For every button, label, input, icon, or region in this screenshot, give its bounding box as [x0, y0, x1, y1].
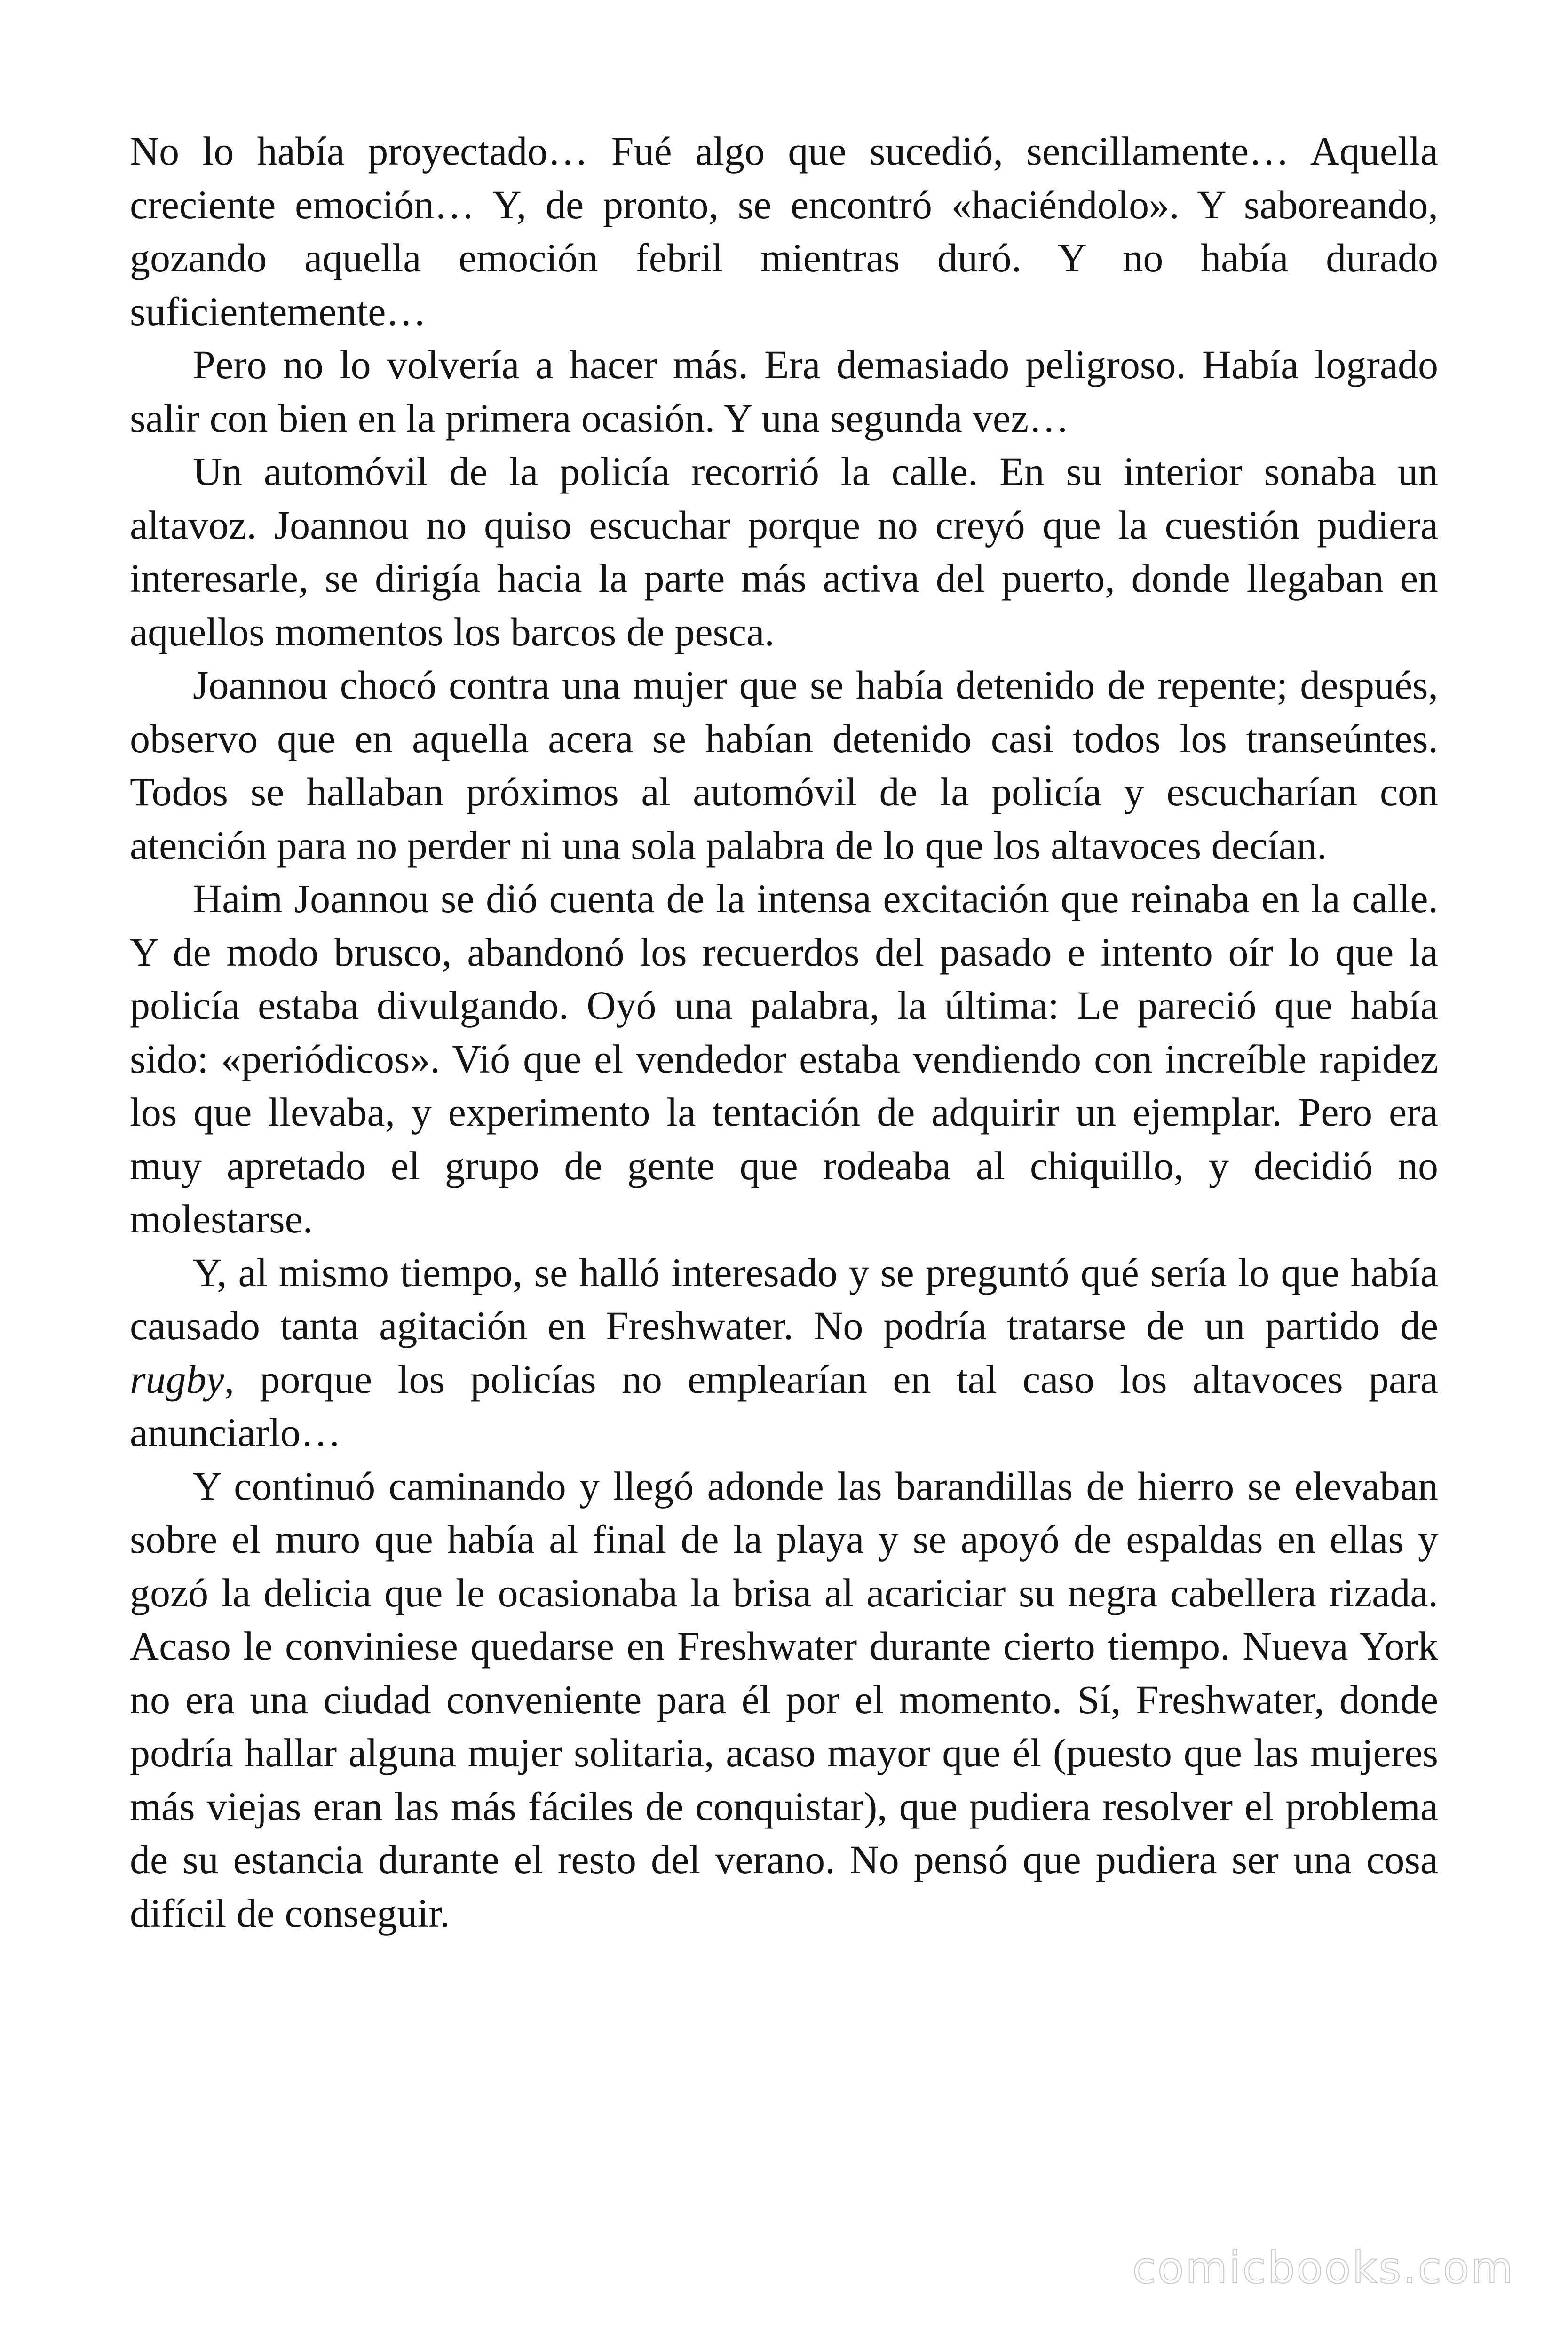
paragraph: Un automóvil de la policía recorrió la calle. En su interior sonaba un altavoz. Joannou no quiso escuchar porque no creyó que la cuestión pudiera interesarle, se dirigía hacia la parte más activa del puerto, donde llegaban en aquellos momentos los barcos de pesca. — [130, 449, 1438, 654]
paragraph: Y continuó caminando y llegó adonde las barandillas de hierro se elevaban sobre el muro que había al final de la playa y se apoyó de espaldas en ellas y gozó la delicia que le ocasionaba la brisa al acariciar su negra cabellera rizada. Acaso le conviniese quedarse en Freshwater durante cierto tiempo. Nueva York no era una ciudad conveniente para él por el momento. Sí, Freshwater, donde podría hallar alguna mujer solitaria, acaso mayor que él (puesto que las mujeres más viejas eran las más fáciles de conquistar), que pudiera resolver el problema de su estancia durante el resto del verano. No pensó que pudiera ser una cosa difícil de conseguir. — [130, 1463, 1438, 1936]
paragraph: Pero no lo volvería a hacer más. Era demasiado peligroso. Había logrado salir con bien en la primera ocasión. Y una segunda vez… — [130, 342, 1438, 441]
emphasized-word: rugby — [130, 1356, 224, 1402]
paragraph: No lo había proyectado… Fué algo que sucedió, sencillamente… Aquella creciente emoción… Y, de pronto, se encontró «haciéndolo». Y saboreando, gozando aquella emoción febril mientras duró. Y no había durado suficientemente… — [130, 128, 1438, 334]
paragraph-text-before: Y, al mismo tiempo, se halló interesado y se preguntó qué sería lo que había causado tanta agitación en Freshwater. No podría tratarse de un partido de — [130, 1249, 1438, 1348]
paragraph — [130, 1246, 1438, 1460]
paragraph: Haim Joannou se dió cuenta de la intensa excitación que reinaba en la calle. Y de modo brusco, abandonó los recuerdos del pasado e intento oír lo que la policía estaba divulgando. Oyó una palabra, la última: Le pareció que había sido: «periódicos». Vió que el vendedor estaba vendiendo con increíble rapidez los que llevaba, y experimento la tentación de adquirir un ejemplar. Pero era muy apretado el grupo de gente que rodeaba al chiquillo, y decidió no molestarse. — [130, 876, 1438, 1241]
page-body-text — [130, 125, 1438, 1940]
paragraph-text-after: , porque los policías no emplearían en tal caso los altavoces para anunciarlo… — [130, 1356, 1438, 1455]
paragraph: Joannou chocó contra una mujer que se había detenido de repente; después, observo que en aquella acera se habían detenido casi todos los transeúntes. Todos se hallaban próximos al automóvil de la policía y escucharían con atención para no perder ni una sola palabra de lo que los altavoces decían. — [130, 662, 1438, 868]
site-watermark: comicbooks.com — [1132, 2243, 1514, 2293]
